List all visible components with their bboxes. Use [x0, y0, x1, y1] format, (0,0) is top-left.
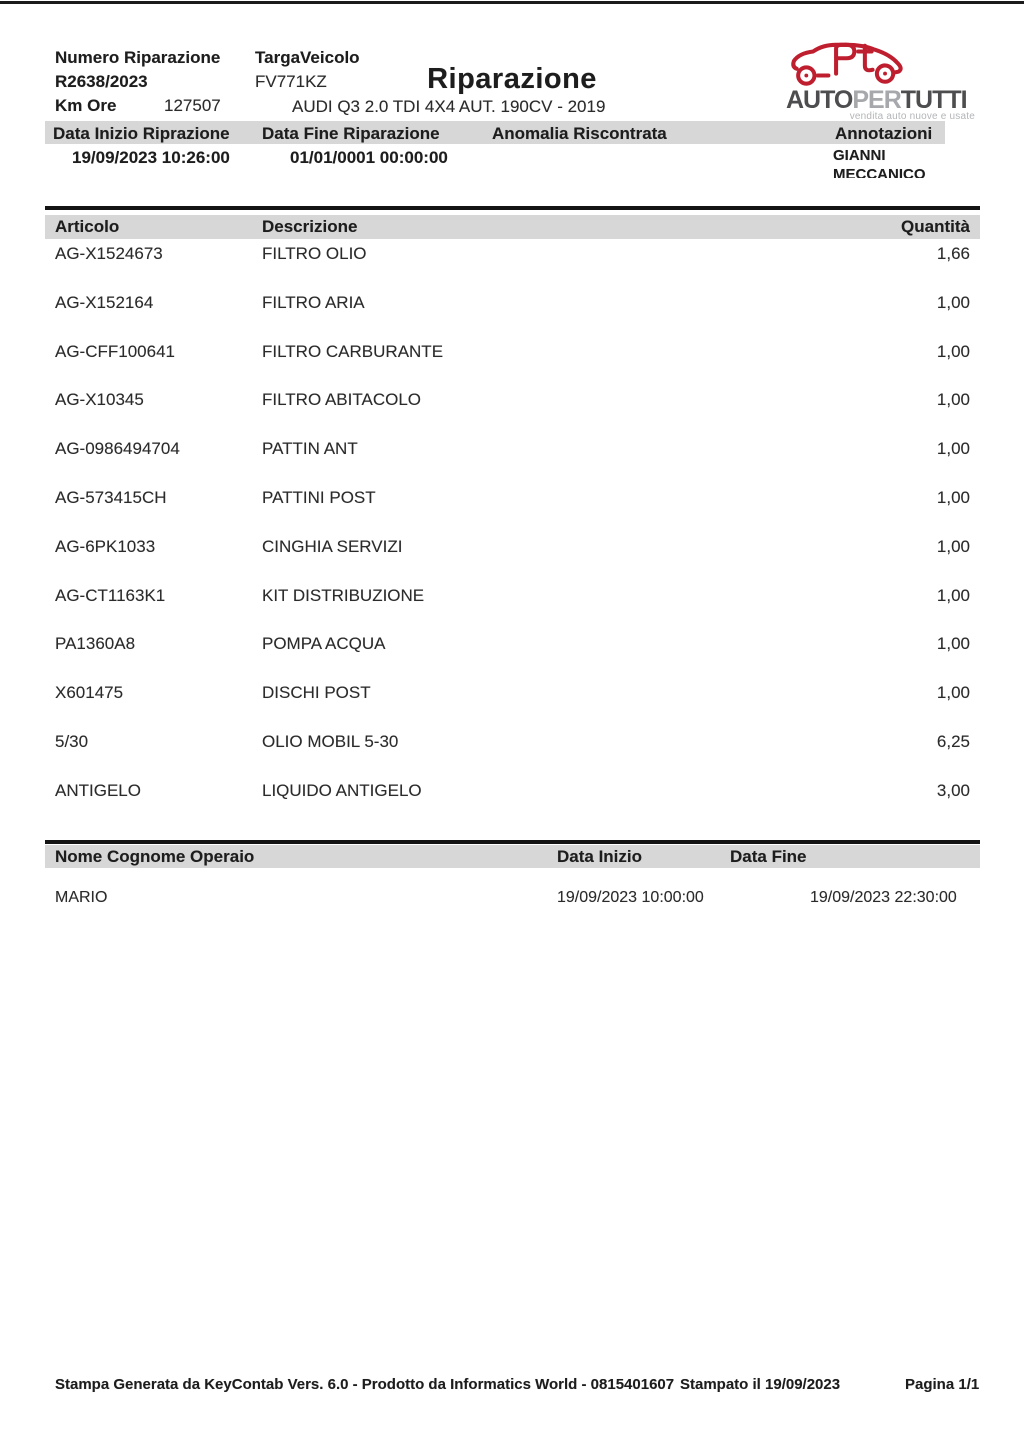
logo-tagline: vendita auto nuove e usate	[849, 111, 975, 122]
wordmark-tutti: TUTTI	[900, 86, 967, 114]
descrizione-cell: PATTINI POST	[262, 487, 376, 507]
workers-table-body	[45, 889, 980, 911]
quantita-header: Quantità	[901, 217, 970, 236]
articolo-cell: AG-X1524673	[55, 244, 163, 263]
quantita-cell: 1,00	[936, 341, 970, 361]
descrizione-cell: CINGHIA SERVIZI	[262, 536, 403, 556]
table-row	[45, 537, 980, 586]
descrizione-cell: POMPA ACQUA	[262, 634, 386, 654]
footer-generator-text: Stampa Generata da KeyContab Vers. 6.0 - Prodotto da Informatics World - 0815401607	[55, 1376, 675, 1393]
footer-page-number: Pagina 1/1	[905, 1376, 980, 1393]
articolo-cell: AG-CFF100641	[55, 341, 175, 361]
descrizione-cell: KIT DISTRIBUZIONE	[262, 585, 425, 605]
descrizione-cell: LIQUIDO ANTIGELO	[262, 780, 422, 800]
quantita-cell: 1,00	[936, 634, 970, 654]
data-inizio-cell: 19/09/2023 10:00:00	[557, 889, 704, 906]
table-row	[45, 683, 980, 732]
data-fine-cell: 19/09/2023 22:30:00	[810, 889, 957, 906]
articles-table-top-rule	[45, 206, 980, 210]
annotazioni-value-line2: MECCANICO	[833, 166, 926, 178]
articolo-cell: AG-CT1163K1	[55, 585, 166, 605]
table-row	[45, 293, 980, 342]
targa-veicolo-label: TargaVeicolo	[255, 48, 360, 67]
footer-print-date: Stampato il 19/09/2023	[680, 1376, 841, 1393]
articolo-cell: AG-X152164	[55, 292, 154, 312]
table-row	[45, 634, 980, 683]
annotazioni-value-line1: GIANNI	[833, 147, 886, 164]
annotazioni-label: Annotazioni	[835, 124, 933, 143]
descrizione-cell: FILTRO ARIA	[262, 292, 365, 312]
quantita-cell: 1,00	[936, 439, 970, 459]
table-row	[45, 244, 980, 293]
articolo-header: Articolo	[55, 217, 120, 236]
articolo-cell: PA1360A8	[55, 634, 136, 654]
articolo-cell: AG-X10345	[55, 390, 144, 410]
quantita-cell: 1,00	[936, 585, 970, 605]
data-fine-label: Data Fine Riparazione	[262, 124, 440, 143]
quantita-cell: 1,00	[936, 536, 970, 556]
articolo-cell: ANTIGELO	[55, 780, 141, 800]
descrizione-cell: FILTRO CARBURANTE	[262, 341, 444, 361]
quantita-cell: 6,25	[936, 731, 970, 751]
data-inizio-value: 19/09/2023 10:26:00	[72, 148, 230, 167]
data-fine-header: Data Fine	[730, 847, 807, 866]
descrizione-cell: FILTRO OLIO	[262, 244, 367, 263]
data-inizio-header: Data Inizio	[557, 847, 643, 866]
articolo-cell: AG-6PK1033	[55, 536, 156, 556]
km-ore-label: Km Ore	[55, 96, 117, 115]
top-border-line	[0, 1, 1024, 4]
descrizione-header: Descrizione	[262, 217, 358, 236]
table-row	[45, 732, 980, 781]
table-row	[45, 390, 980, 439]
quantita-cell: 1,00	[936, 487, 970, 507]
articles-table-body	[45, 244, 980, 830]
descrizione-cell: DISCHI POST	[262, 683, 371, 703]
table-row	[45, 889, 980, 911]
workers-table-header	[45, 845, 980, 868]
table-row	[45, 781, 980, 830]
descrizione-cell: FILTRO ABITACOLO	[262, 390, 422, 410]
workers-table-top-rule	[45, 840, 980, 844]
table-row	[45, 439, 980, 488]
vehicle-description: AUDI Q3 2.0 TDI 4X4 AUT. 190CV - 2019	[292, 97, 606, 116]
numero-riparazione-value: R2638/2023	[55, 72, 148, 91]
km-ore-value: 127507	[164, 96, 221, 115]
descrizione-cell: PATTIN ANT	[262, 439, 358, 459]
articolo-cell: X601475	[55, 683, 124, 703]
quantita-cell: 1,00	[936, 683, 970, 703]
targa-veicolo-value: FV771KZ	[255, 72, 327, 91]
table-row	[45, 342, 980, 391]
descrizione-cell: OLIO MOBIL 5-30	[262, 731, 399, 751]
data-inizio-label: Data Inizio Riprazione	[53, 124, 230, 143]
articolo-cell: AG-0986494704	[55, 439, 180, 459]
quantita-cell: 1,00	[936, 292, 970, 312]
autopertutti-logo	[782, 40, 978, 125]
numero-riparazione-label: Numero Riparazione	[55, 48, 221, 67]
quantita-cell: 1,00	[936, 390, 970, 410]
wordmark-auto: AUTO	[786, 86, 853, 114]
anomalia-label: Anomalia Riscontrata	[492, 124, 667, 143]
data-fine-value: 01/01/0001 00:00:00	[290, 148, 448, 167]
table-row	[45, 586, 980, 635]
wordmark-per: PER	[852, 86, 901, 114]
autopertutti-logo-car-icon	[788, 40, 912, 88]
articles-table-header	[45, 215, 980, 239]
articolo-cell: 5/30	[55, 731, 89, 751]
quantita-cell: 3,00	[936, 780, 970, 800]
table-row	[45, 488, 980, 537]
nome-operaio-cell: MARIO	[55, 889, 108, 906]
page-title: Riparazione	[427, 63, 597, 95]
quantita-cell: 1,66	[936, 244, 970, 263]
annotazioni-value-line2-clipped	[833, 166, 926, 178]
articolo-cell: AG-573415CH	[55, 487, 167, 507]
nome-operaio-header: Nome Cognome Operaio	[55, 847, 255, 866]
